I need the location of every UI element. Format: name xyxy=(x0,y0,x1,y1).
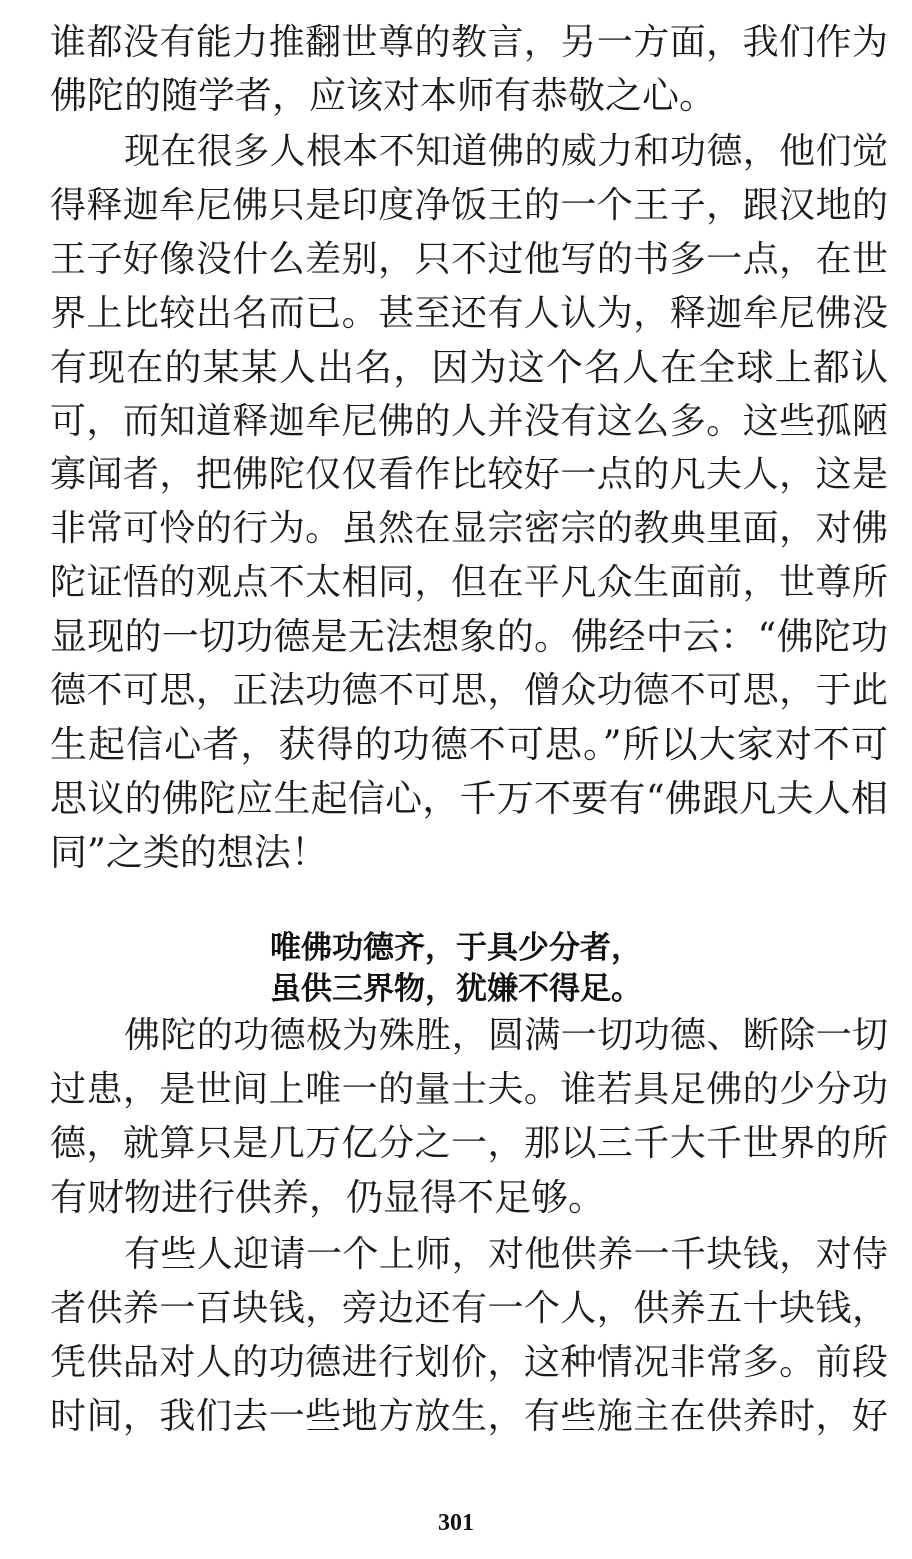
text-line: 显现的一切功德是无法想象的。佛经中云：“佛陀功 xyxy=(50,615,888,658)
text-line: 者供养一百块钱，旁边还有一个人，供养五十块钱， xyxy=(50,1288,888,1329)
text-line: 界上比较出名而已。甚至还有人认为，释迦牟尼佛没 xyxy=(50,293,888,334)
text-line: 思议的佛陀应生起信心，千万不要有“佛跟凡夫人相 xyxy=(50,777,888,820)
page-number: 301 xyxy=(438,1510,474,1536)
text-line: 佛陀的功德极为殊胜，圆满一切功德、断除一切 xyxy=(124,1015,888,1056)
text-line: 德，就算只是几万亿分之一，那以三千大千世界的所 xyxy=(50,1123,888,1164)
text-line: 凭供品对人的功德进行划价，这种情况非常多。前段 xyxy=(50,1342,888,1383)
text-line: 同”之类的想法！ xyxy=(50,831,328,874)
verse-line: 唯佛功德齐，于具少分者， xyxy=(270,930,642,966)
text-line: 非常可怜的行为。虽然在显宗密宗的教典里面，对佛 xyxy=(50,508,888,549)
text-line: 过患，是世间上唯一的量士夫。谁若具足佛的少分功 xyxy=(50,1069,888,1110)
text-line: 寡闻者，把佛陀仅仅看作比较好一点的凡夫人，这是 xyxy=(50,454,888,495)
text-line: 陀证悟的观点不太相同，但在平凡众生面前，世尊所 xyxy=(50,562,888,603)
text-line: 王子好像没什么差别，只不过他写的书多一点，在世 xyxy=(50,239,888,280)
text-line: 有些人迎请一个上师，对他供养一千块钱，对侍 xyxy=(124,1234,888,1275)
text-line: 德不可思，正法功德不可思，僧众功德不可思，于此 xyxy=(50,670,888,711)
text-line: 有现在的某某人出名，因为这个名人在全球上都认 xyxy=(50,346,888,389)
text-line: 谁都没有能力推翻世尊的教言，另一方面，我们作为 xyxy=(50,22,888,63)
text-line: 佛陀的随学者，应该对本师有恭敬之心。 xyxy=(50,74,716,117)
text-line: 时间，我们去一些地方放生，有些施主在供养时，好 xyxy=(50,1396,888,1437)
text-line: 现在很多人根本不知道佛的威力和功德，他们觉 xyxy=(124,131,888,172)
text-line: 有财物进行供养，仍显得不足够。 xyxy=(50,1176,605,1219)
text-line: 可，而知道释迦牟尼佛的人并没有这么多。这些孤陋 xyxy=(50,401,888,442)
verse-line: 虽供三界物，犹嫌不得足。 xyxy=(270,971,642,1007)
text-line: 生起信心者，获得的功德不可思。”所以大家对不可 xyxy=(50,723,888,766)
text-line: 得释迦牟尼佛只是印度净饭王的一个王子，跟汉地的 xyxy=(50,185,888,226)
